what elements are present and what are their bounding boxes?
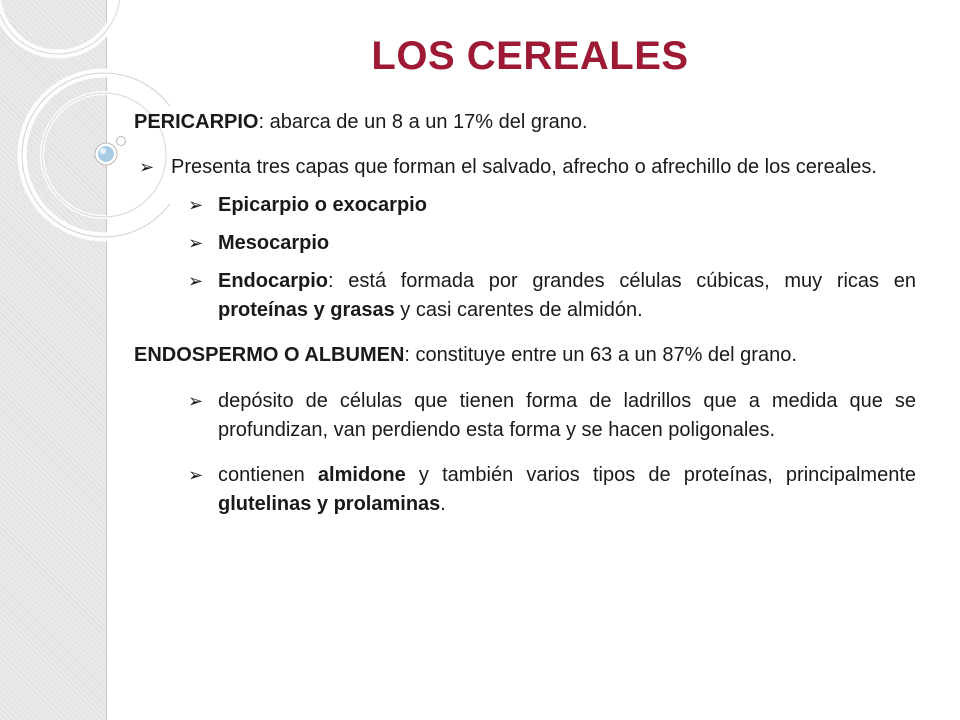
epicarpio-label: Epicarpio o exocarpio	[218, 194, 427, 216]
endospermo-bullet-2-text-c: .	[440, 493, 446, 515]
slide-title: LOS CEREALES	[371, 34, 689, 78]
endospermo-term: ENDOSPERMO O ALBUMEN	[134, 344, 405, 366]
endospermo-bullet-2-bold-1: almidone	[317, 464, 406, 486]
arrow-bullet-icon: ➢	[188, 233, 204, 253]
endospermo-bullet-2	[134, 461, 916, 519]
pericarpio-paragraph	[134, 108, 916, 137]
pericarpio-text: : abarca de un 8 a un 17% del grano.	[258, 111, 588, 133]
pericarpio-bullet	[134, 153, 916, 182]
arrow-bullet-icon: ➢	[188, 465, 204, 485]
epicarpio-item	[134, 191, 916, 220]
arrow-bullet-icon: ➢	[188, 195, 204, 215]
slide-content	[134, 108, 916, 519]
arrow-bullet-icon: ➢	[139, 157, 155, 177]
endospermo-text: : constituye entre un 63 a un 87% del grano.	[404, 344, 797, 366]
arrow-bullet-icon: ➢	[188, 271, 204, 291]
mesocarpio-item	[134, 229, 916, 258]
endospermo-bullet-1-text: depósito de células que tienen forma de ladrillos que a medida que se profundizan, van perdiendo esta forma y se hacen poligonales.	[218, 390, 916, 441]
endocarpio-term: Endocarpio	[218, 270, 329, 292]
endospermo-bullet-2-bold-2: glutelinas y prolaminas	[218, 493, 441, 515]
endocarpio-bold: proteínas y grasas	[218, 299, 395, 321]
mesocarpio-label: Mesocarpio	[218, 232, 330, 254]
endospermo-paragraph	[134, 341, 916, 370]
endospermo-bullet-1	[134, 387, 916, 445]
arrow-bullet-icon: ➢	[188, 391, 204, 411]
endocarpio-item	[134, 267, 916, 325]
pericarpio-bullet-text: Presenta tres capas que forman el salvado, afrecho o afrechillo de los cereales.	[171, 156, 877, 178]
endocarpio-text-1: : está formada por grandes células cúbicas, muy ricas en	[328, 270, 916, 292]
endospermo-bullet-2-text-b: y también varios tipos de proteínas, principalmente	[405, 464, 916, 486]
pericarpio-term: PERICARPIO	[134, 111, 259, 133]
endocarpio-text-2: y casi carentes de almidón.	[394, 299, 643, 321]
endospermo-bullet-2-text-a: contienen	[218, 464, 318, 486]
